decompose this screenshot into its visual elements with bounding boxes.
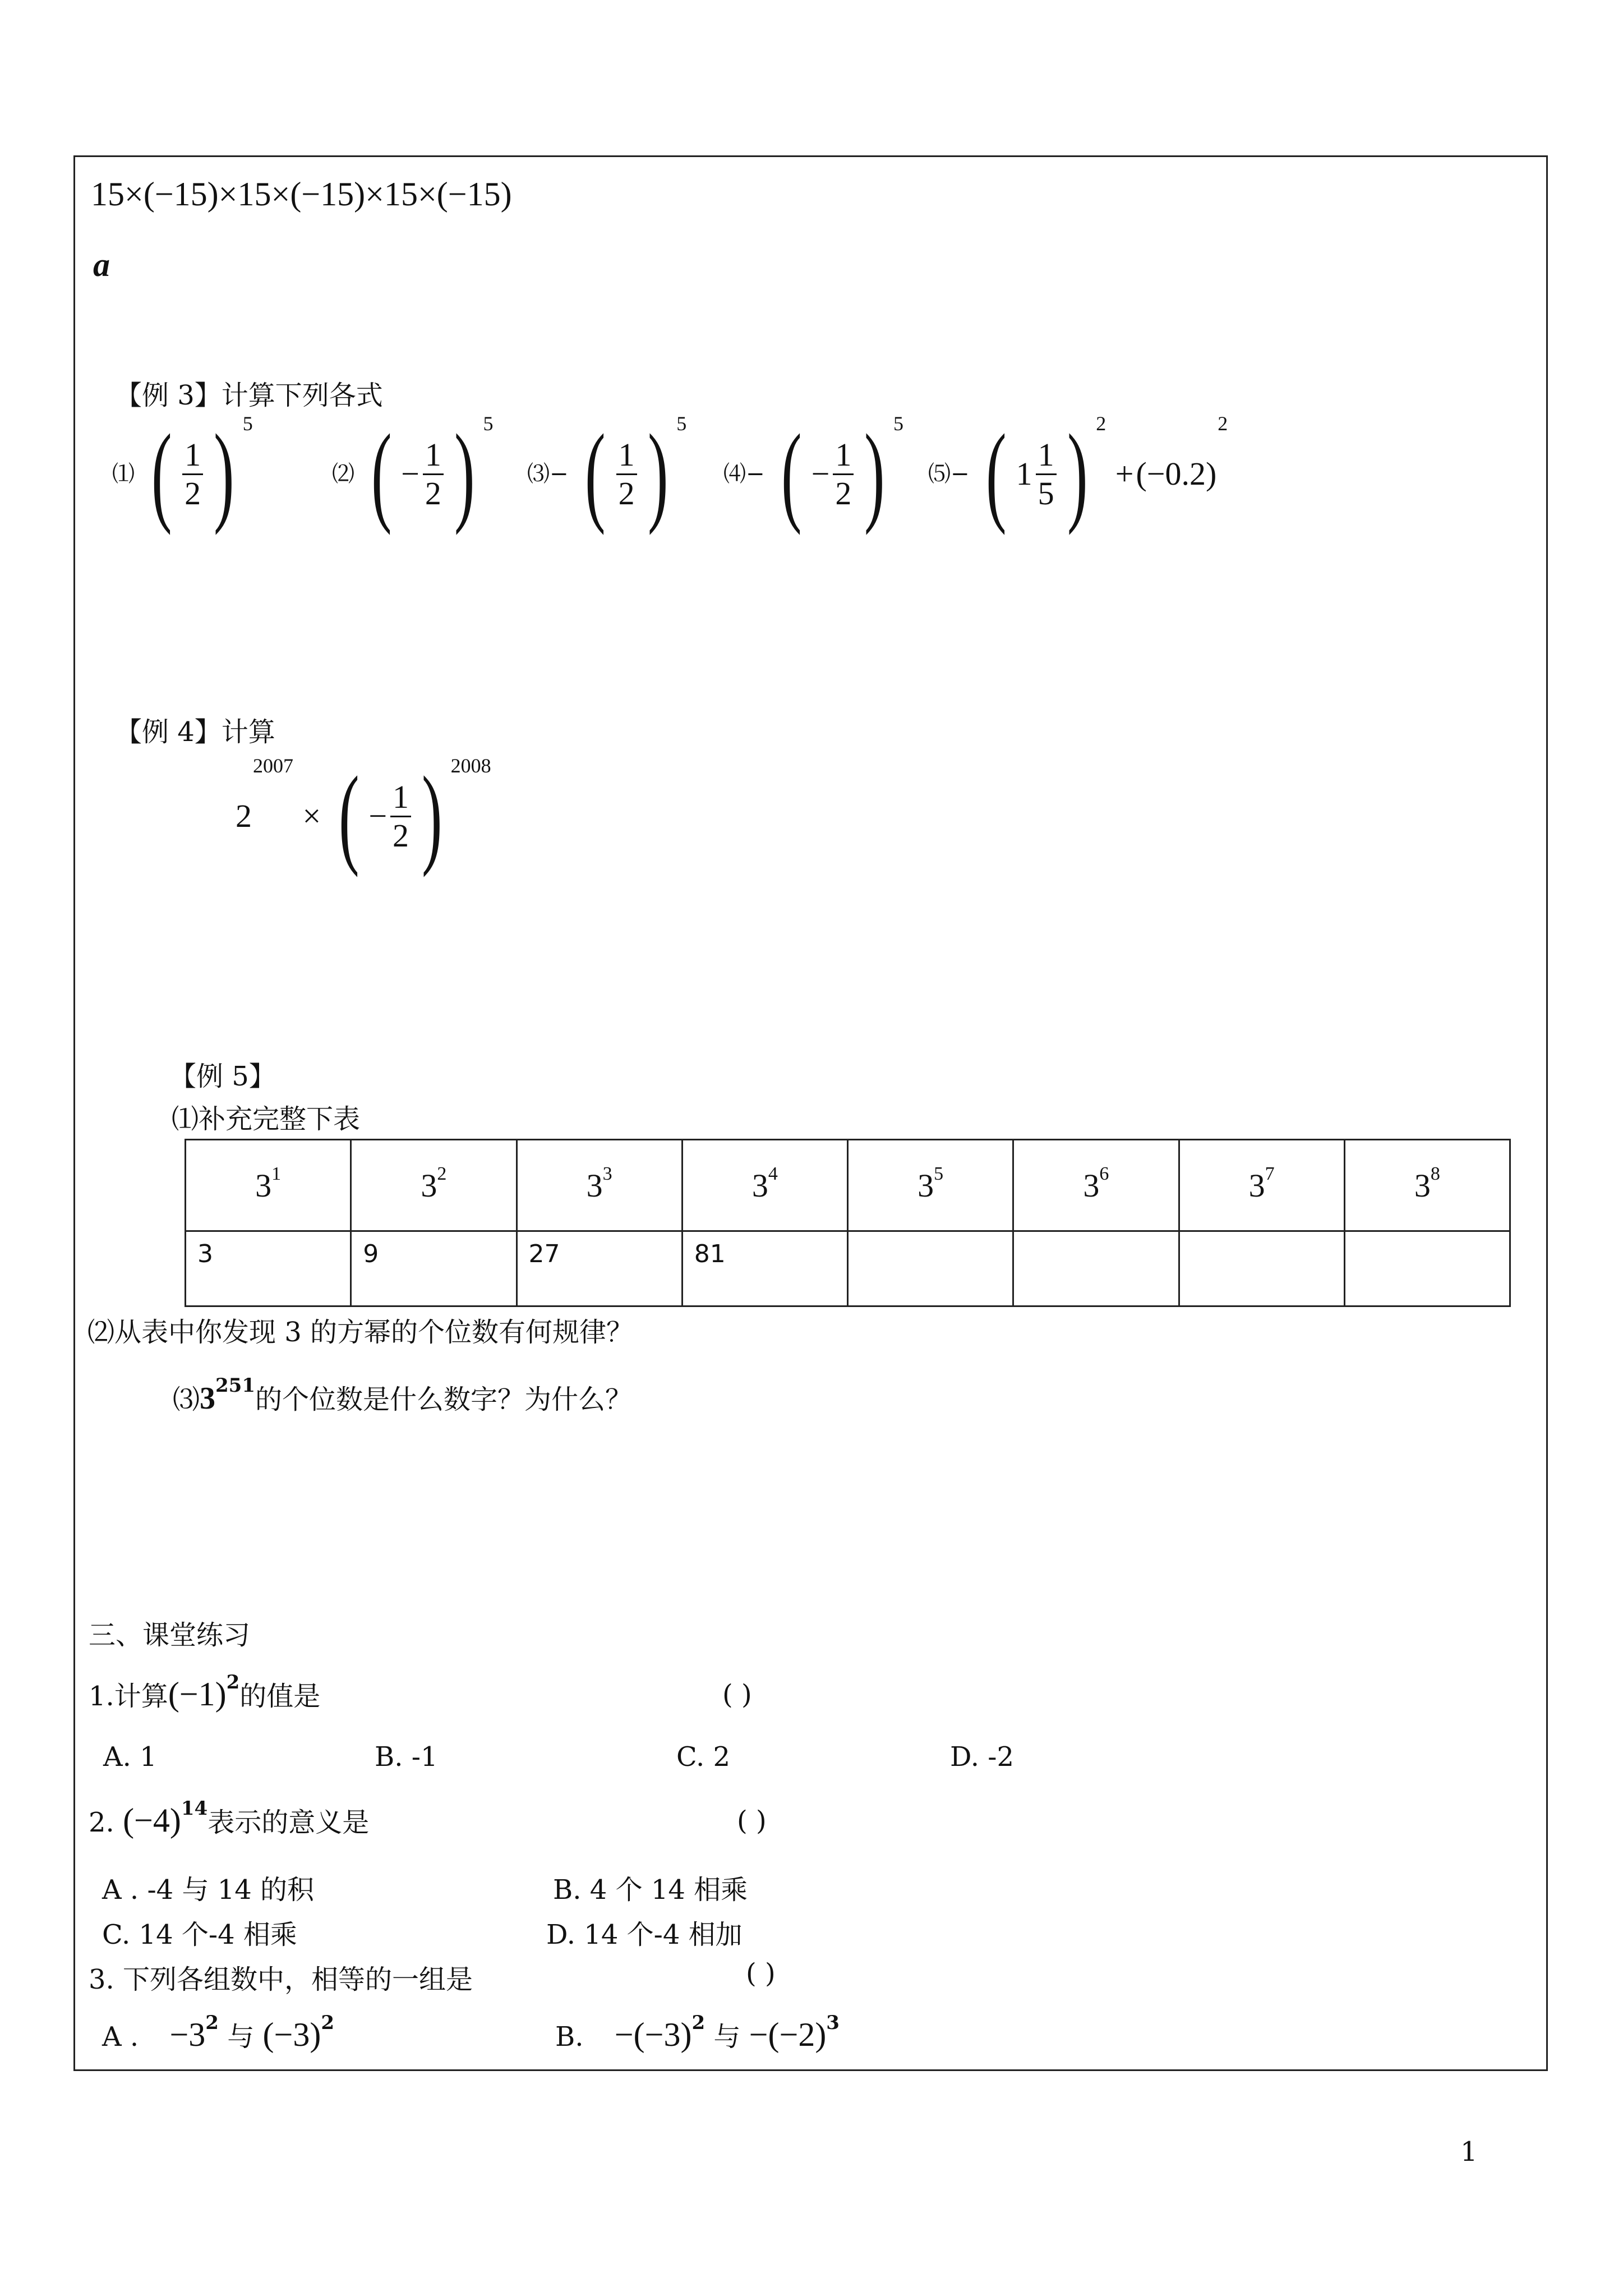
table-cell: 27 <box>517 1231 682 1306</box>
table-header-cell: $3^7$ <box>1179 1140 1344 1231</box>
example-5-question-1: ⑴补充完整下表 <box>172 1103 361 1135</box>
practice-q1-option-c: C. 2 <box>676 1741 731 1773</box>
example-3-item-2: ⑵ ( − $\frac{1}{2}$ ) $^5$ <box>332 412 494 536</box>
table-header-cell: $3^3$ <box>517 1140 682 1231</box>
page-number: 1 <box>1460 2136 1478 2168</box>
table-header-cell: $3^4$ <box>682 1140 847 1231</box>
powers-table <box>185 1139 1511 1307</box>
practice-q2-option-a: A . -4 与 14 的积 <box>102 1874 315 1906</box>
practice-title: 三、课堂练习 <box>89 1619 251 1651</box>
table-header-cell: $3^2$ <box>351 1140 517 1231</box>
practice-question-3-answer[interactable]: ( ) <box>746 1958 776 1989</box>
practice-question-2-answer[interactable]: ( ) <box>737 1805 767 1837</box>
table-header-cell: $3^5$ <box>848 1140 1013 1231</box>
practice-question-3: 3. 下列各组数中，相等的一组是 <box>89 1964 473 1995</box>
table-cell[interactable] <box>1344 1231 1510 1306</box>
practice-q1-option-d: D. -2 <box>950 1741 1015 1773</box>
practice-q3-option-a: A . $-3^2$ 与 $(-3)^2$ <box>102 2012 334 2053</box>
example-3-item-5: ⑸− ( 1 $\frac{1}{5}$ ) $^2 +(-0.2)^2$ <box>928 412 1228 536</box>
practice-q2-option-c: C. 14 个-4 相乘 <box>102 1919 297 1950</box>
table-header-cell: $3^1$ <box>186 1140 351 1231</box>
example-5-question-2: ⑵从表中你发现 3 的方幂的个位数有何规律？ <box>87 1317 634 1348</box>
table-header-row <box>186 1140 1510 1231</box>
table-cell: 9 <box>351 1231 517 1306</box>
practice-q1-option-a: A. 1 <box>103 1741 157 1773</box>
practice-question-1-answer[interactable]: ( ) <box>722 1679 752 1710</box>
table-cell[interactable] <box>848 1231 1013 1306</box>
top-variable: a <box>93 246 110 283</box>
table-cell[interactable] <box>1013 1231 1179 1306</box>
example-4-title: 【例 4】计算 <box>115 716 275 748</box>
example-4-expression: $2^{2007}$ × ( − $\frac{1}{2}$ ) $^{2008}$ <box>236 754 491 878</box>
example-3-title: 【例 3】计算下列各式 <box>115 380 383 411</box>
table-cell: 81 <box>682 1231 847 1306</box>
table-cell: 3 <box>186 1231 351 1306</box>
example-3-item-3: ⑶− ( $\frac{1}{2}$ ) $^5$ <box>527 412 687 536</box>
table-values-row <box>186 1231 1510 1306</box>
practice-q2-option-b: B. 4 个 14 相乘 <box>553 1874 748 1906</box>
practice-q1-option-b: B. -1 <box>375 1741 438 1773</box>
example-3-item-4: ⑷− ( − $\frac{1}{2}$ ) $^5$ <box>723 412 903 536</box>
practice-question-2: 2. $(-4)^{14}$表示的意义是 <box>89 1797 370 1839</box>
example-3-item-1: ⑴ ( $\frac{1}{2}$ ) $^5$ <box>112 412 253 536</box>
practice-question-1: 1.计算$(-1)^2$的值是 <box>89 1671 321 1713</box>
table-cell[interactable] <box>1179 1231 1344 1306</box>
example-5-question-3: $⑶3^{251}$的个位数是什么数字？为什么？ <box>173 1374 633 1416</box>
practice-q3-option-b: B. $-(-3)^2$ 与 $-(-2)^3$ <box>555 2012 840 2053</box>
table-header-cell: $3^6$ <box>1013 1140 1179 1231</box>
example-5-title: 【例 5】 <box>169 1061 276 1092</box>
practice-q2-option-d: D. 14 个-4 相加 <box>546 1919 743 1950</box>
table-header-cell: $3^8$ <box>1344 1140 1510 1231</box>
top-expression: 15×(−15)×15×(−15)×15×(−15) <box>91 176 512 213</box>
